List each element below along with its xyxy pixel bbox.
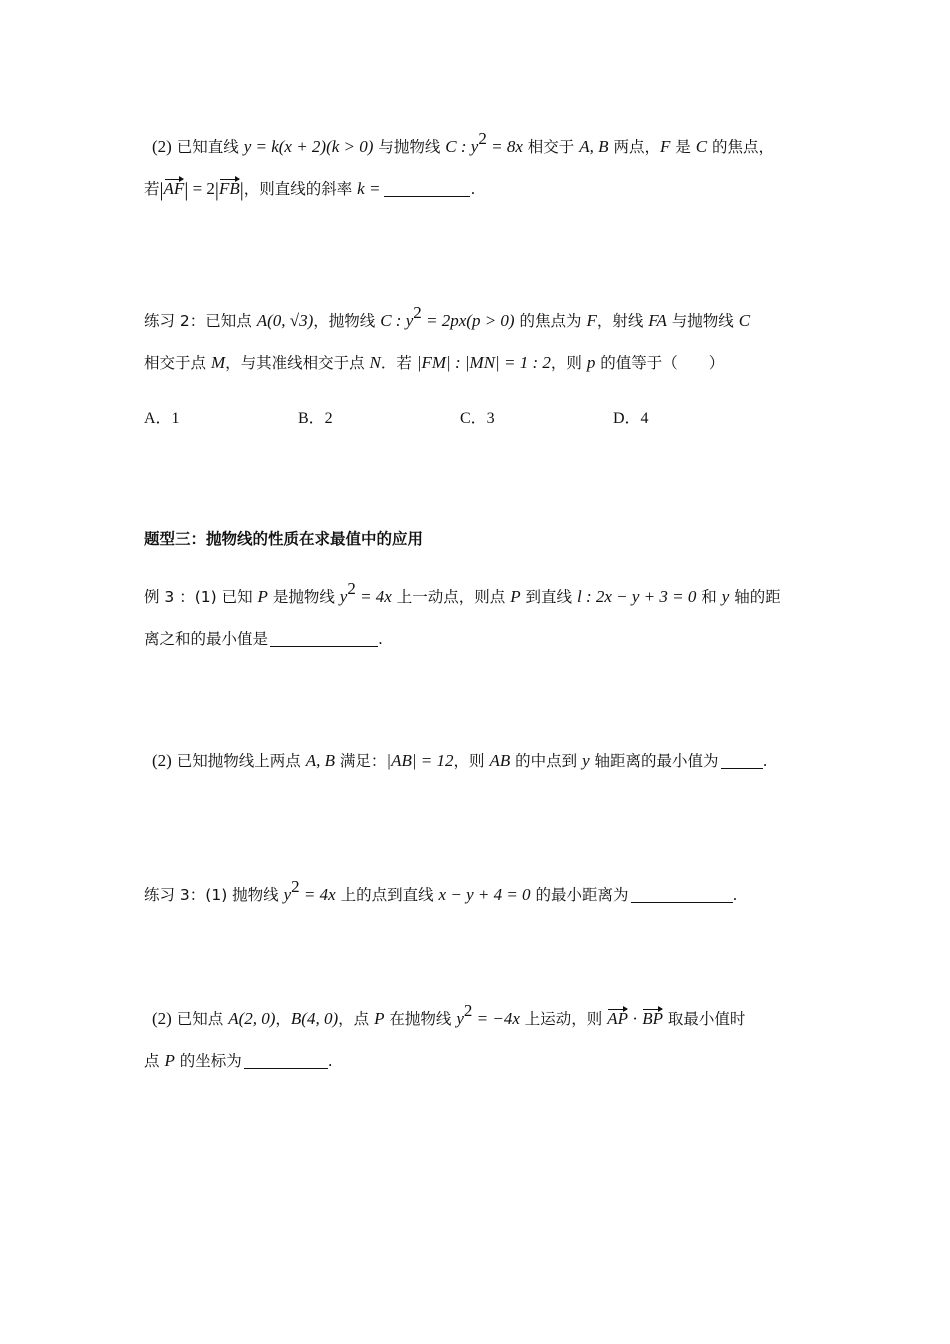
practice-3-line-1 <box>144 876 806 906</box>
option-c[interactable]: C．3 <box>460 410 495 427</box>
text: 与抛物线 <box>666 312 739 330</box>
problem-number: (2) <box>152 751 172 770</box>
vector-af: AF <box>163 179 185 198</box>
text: (1) 已知 <box>194 588 258 606</box>
math: |AB| = 12 <box>386 751 454 770</box>
math: FA <box>648 311 667 330</box>
option-a[interactable]: A．1 <box>144 410 180 427</box>
answer-blank[interactable] <box>384 180 470 197</box>
answer-blank[interactable] <box>631 886 733 903</box>
math: y = k(x + 2)(k > 0) <box>243 137 374 156</box>
practice-3-part-2 <box>152 1000 806 1030</box>
text: ，抛物线 <box>313 312 381 330</box>
option-d[interactable]: D．4 <box>613 410 649 427</box>
math: = −4x <box>472 1009 520 1028</box>
math: C : y <box>445 137 479 156</box>
math: p <box>586 353 596 372</box>
problem-2-line-2 <box>144 178 806 201</box>
text: 已知点 <box>205 312 257 330</box>
abs-bar: | <box>239 179 244 201</box>
period: . <box>470 180 476 198</box>
math: |FM| : |MN| = 1 : 2 <box>416 353 551 372</box>
option-b[interactable]: B．2 <box>298 410 333 427</box>
section-title: 题型三：抛物线的性质在求最值中的应用 <box>144 530 424 548</box>
vector-ap: AP <box>607 1009 629 1028</box>
text: 满足： <box>334 752 387 770</box>
example-3-line-1 <box>144 578 806 608</box>
math: = 8x <box>486 137 523 156</box>
text: 的最小距离为 <box>530 886 629 904</box>
text: ．若 <box>380 354 417 372</box>
superscript: 2 <box>478 129 487 148</box>
text: 轴的距 <box>729 588 781 606</box>
text: 相交于点 <box>144 354 211 372</box>
math: = 4x <box>299 885 336 904</box>
text: 和 <box>696 588 722 606</box>
abs-bar: | <box>184 179 189 201</box>
text: 两点， <box>608 138 660 156</box>
math: P <box>374 1009 385 1028</box>
text: 的焦点， <box>707 138 774 156</box>
problem-2-line-1 <box>152 128 806 158</box>
text: 已知点 <box>171 1010 229 1028</box>
problem-number: (2) <box>152 1009 172 1028</box>
text: 取最小值时 <box>662 1010 746 1028</box>
math: B(4, 0) <box>290 1009 339 1028</box>
text: ， <box>275 1010 291 1028</box>
vector-bp: BP <box>642 1009 663 1028</box>
math: = 2 <box>188 179 215 198</box>
answer-blank[interactable] <box>244 1052 328 1069</box>
superscript: 2 <box>463 1001 473 1020</box>
text: 是 <box>670 138 696 156</box>
math: y <box>456 1009 464 1028</box>
math: y <box>339 587 348 606</box>
example-label: 例 3 ： <box>144 588 195 606</box>
text: 在抛物线 <box>384 1010 457 1028</box>
text: (1) 抛物线 <box>205 886 284 904</box>
math: A, B <box>579 137 609 156</box>
period: . <box>732 886 738 904</box>
example-3-part-2 <box>152 750 806 772</box>
text: 上一动点，则点 <box>391 588 511 606</box>
text: 上的点到直线 <box>335 886 439 904</box>
text: 已知直线 <box>171 138 244 156</box>
superscript: 2 <box>291 877 300 896</box>
text: 点 <box>144 1052 165 1070</box>
text: ，则 <box>453 752 490 770</box>
math: C <box>738 311 751 330</box>
text: ，与其准线相交于点 <box>225 354 370 372</box>
math: F <box>659 137 671 156</box>
answer-blank[interactable] <box>721 752 763 769</box>
math: y <box>582 751 590 770</box>
superscript: 2 <box>413 303 422 322</box>
math: A(0, √3) <box>256 311 314 330</box>
answer-blank[interactable] <box>270 630 378 647</box>
text: ，点 <box>338 1010 375 1028</box>
math: A(2, 0) <box>228 1009 276 1028</box>
text: 与抛物线 <box>373 138 446 156</box>
vector-fb: FB <box>218 179 240 198</box>
math: A, B <box>305 751 335 770</box>
math: x − y + 4 = 0 <box>438 885 531 904</box>
math: M <box>210 353 226 372</box>
math: y <box>721 587 730 606</box>
text: ，射线 <box>596 312 649 330</box>
superscript: 2 <box>347 579 356 598</box>
math: = 4x <box>355 587 392 606</box>
practice-label: 练习 3： <box>144 886 206 904</box>
practice-2-line-1 <box>144 302 806 332</box>
abs-bar: | <box>159 179 164 201</box>
text: 已知抛物线上两点 <box>171 752 306 770</box>
math: AB <box>489 751 511 770</box>
math: k = <box>357 179 381 198</box>
text: ，则 <box>550 354 587 372</box>
text: 轴距离的最小值为 <box>589 752 719 770</box>
math: l : 2x − y + 3 = 0 <box>576 587 697 606</box>
period: . <box>762 752 768 770</box>
dot-operator: · <box>628 1009 643 1028</box>
text: 的焦点为 <box>514 312 587 330</box>
problem-number: (2) <box>152 137 172 156</box>
math: P <box>257 587 268 606</box>
text: 的坐标为 <box>174 1052 242 1070</box>
math: P <box>510 587 521 606</box>
math: = 2px(p > 0) <box>421 311 515 330</box>
math: C : y <box>380 311 414 330</box>
period: . <box>327 1052 333 1070</box>
practice-2-line-2 <box>144 352 806 374</box>
practice-label: 练习 2： <box>144 312 206 330</box>
example-3-line-2 <box>144 628 806 650</box>
text: 的中点到 <box>510 752 583 770</box>
math: F <box>586 311 597 330</box>
abs-bar: | <box>214 179 219 201</box>
text: 到直线 <box>520 588 577 606</box>
text: 离之和的最小值是 <box>144 630 269 648</box>
text: 相交于 <box>522 138 580 156</box>
period: . <box>378 630 383 648</box>
text: 若 <box>144 180 160 198</box>
text: ，则直线的斜率 <box>243 180 358 198</box>
text: 是抛物线 <box>267 588 340 606</box>
text: 上运动，则 <box>519 1010 608 1028</box>
math: P <box>164 1051 175 1070</box>
math: C <box>695 137 708 156</box>
practice-3-part-2-line-2 <box>144 1050 806 1072</box>
math: N <box>369 353 381 372</box>
text: 的值等于（ ） <box>595 354 725 372</box>
math: y <box>283 885 292 904</box>
